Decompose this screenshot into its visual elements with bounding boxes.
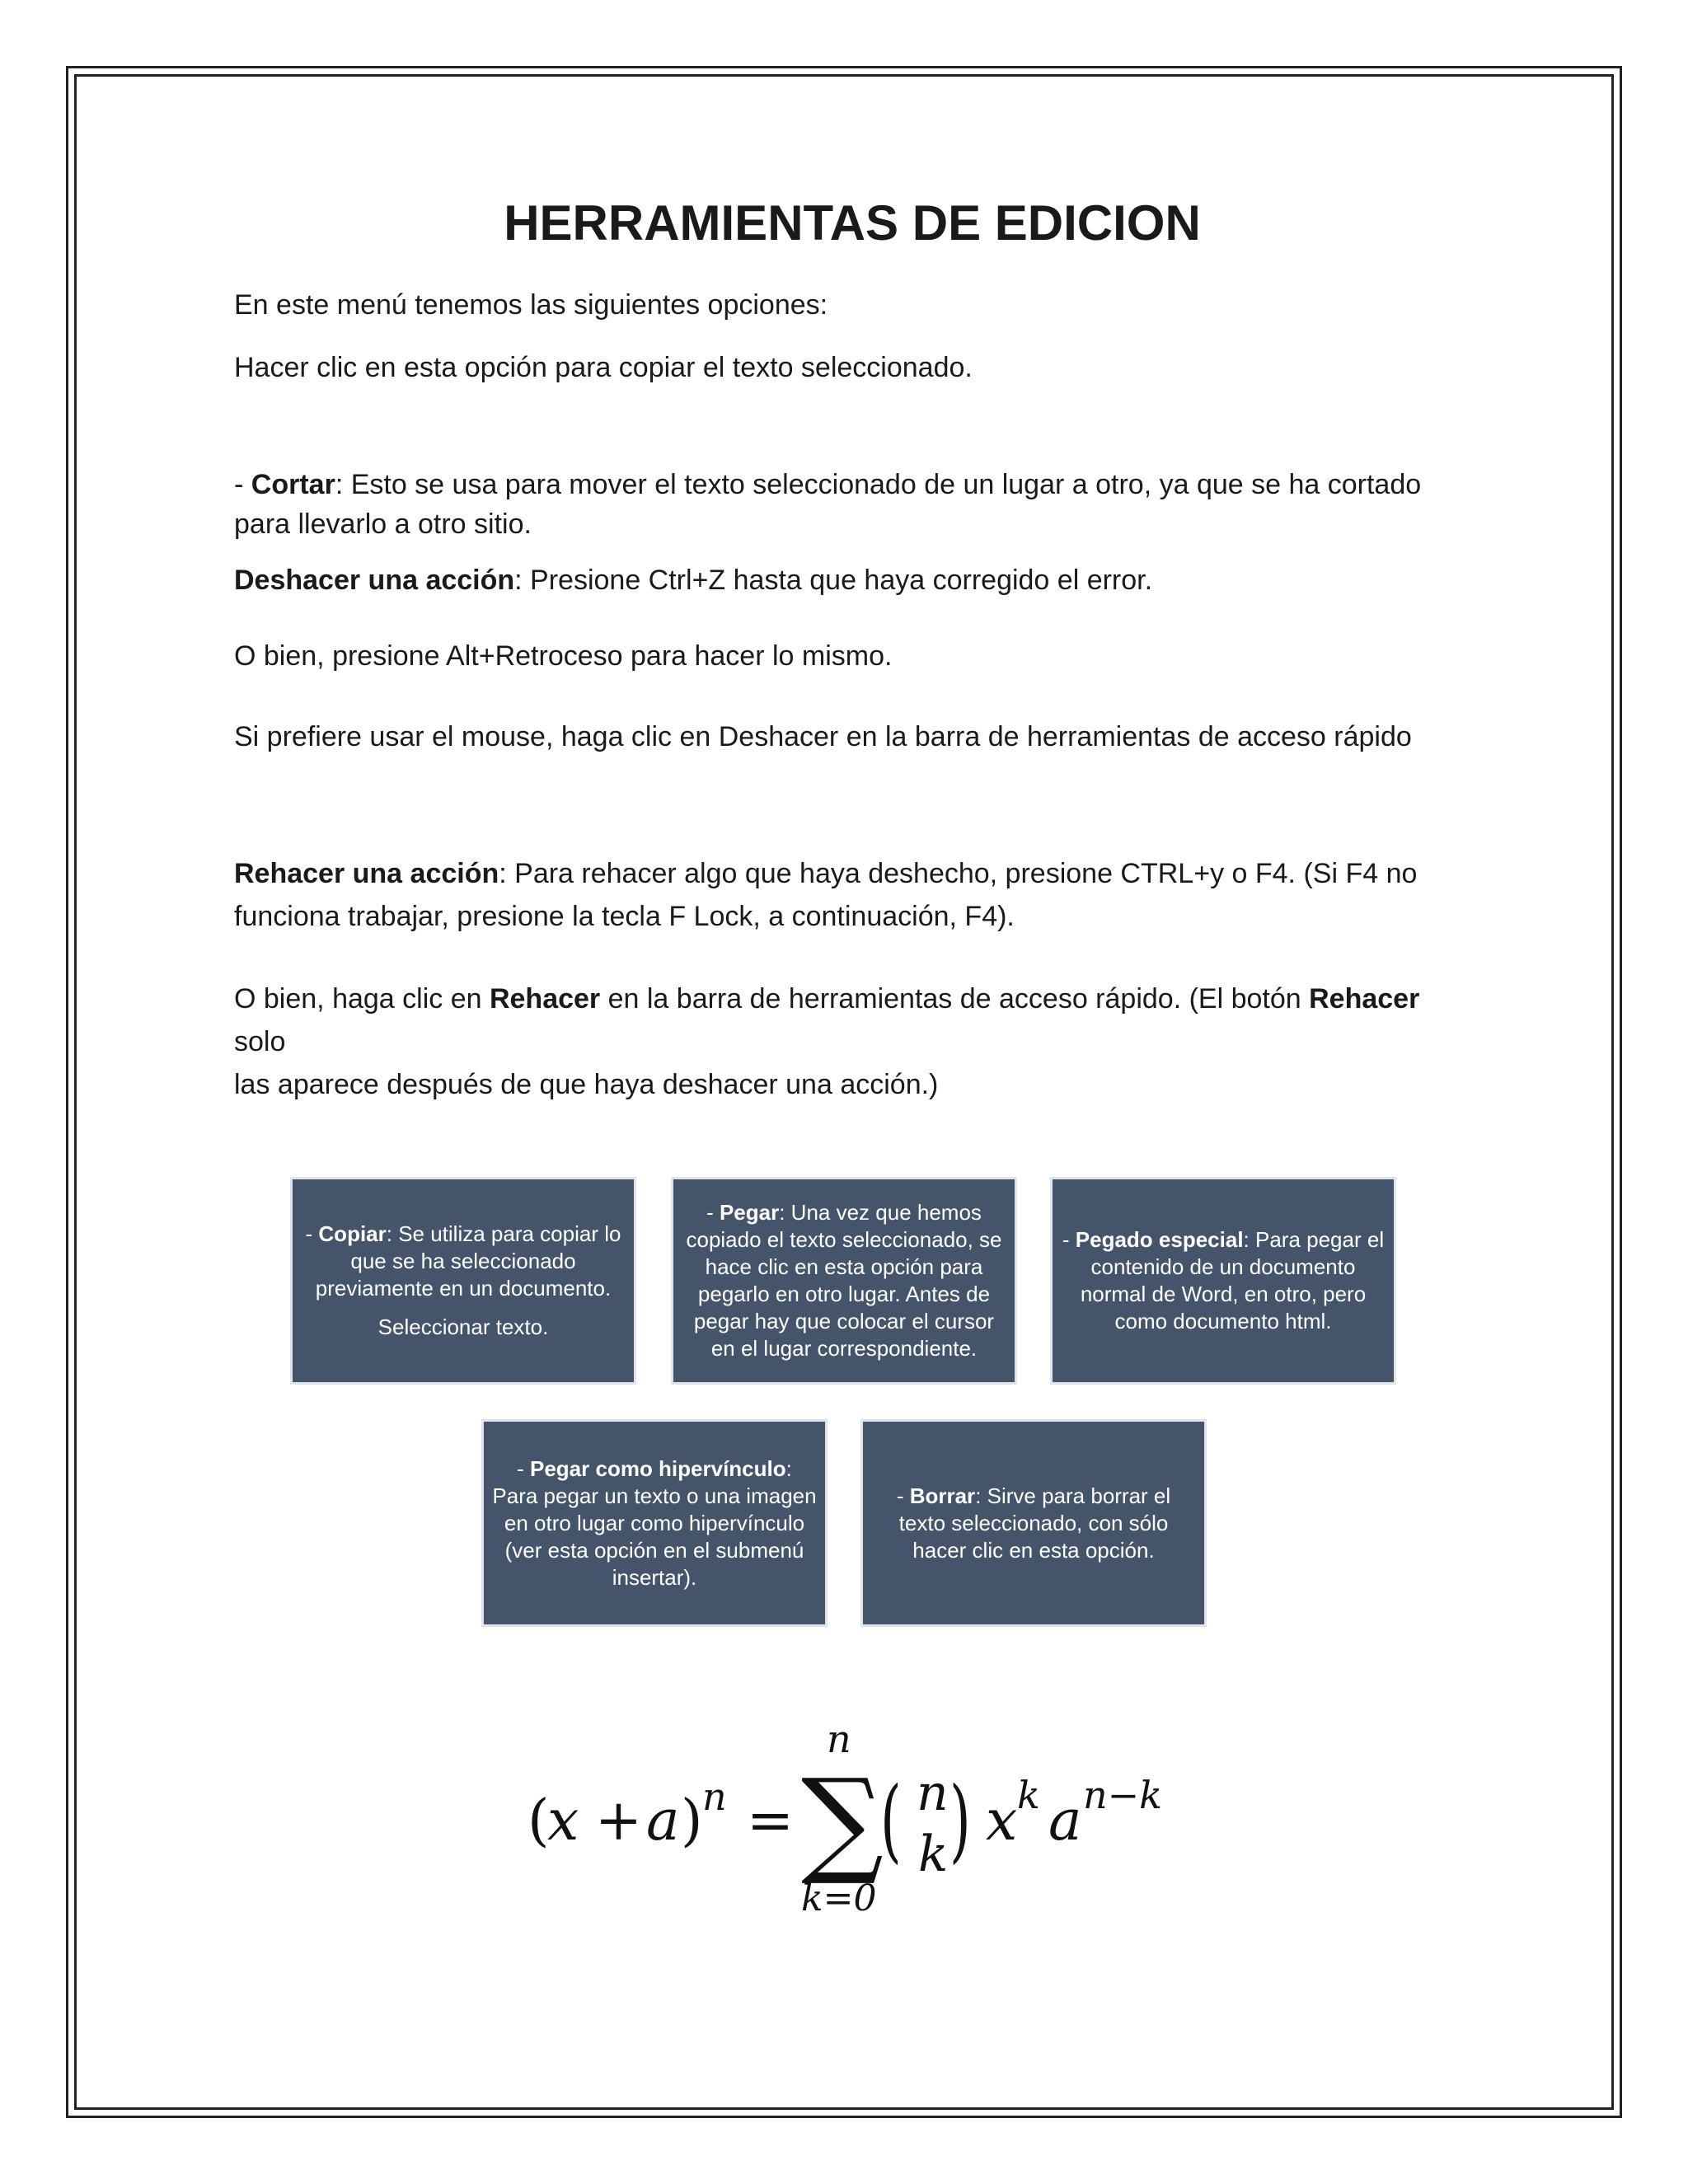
rehacer-button-line2: las aparece después de que haya deshacer una acción.) (234, 1069, 939, 1100)
formula-a-term: a (1048, 1788, 1082, 1854)
copiar-extra: Seleccionar texto. (377, 1315, 549, 1339)
rehacer-text-line1: : Para rehacer algo que haya deshecho, presione CTRL+y o F4. (Si F4 no (499, 858, 1418, 889)
formula-lhs-exponent: n (702, 1774, 727, 1819)
cortar-text-line1: : Esto se usa para mover el texto seleccionado de un lugar a otro, ya que se ha cortado (335, 469, 1422, 500)
deshacer-label: Deshacer una acción (234, 565, 515, 596)
rehacer-button-bold2: Rehacer (1309, 983, 1420, 1015)
deshacer-text: : Presione Ctrl+Z hasta que haya corregido el error. (514, 565, 1153, 596)
copy-paragraph: Hacer clic en esta opción para copiar el texto seleccionado. (234, 352, 973, 383)
rehacer-button-pre: O bien, haga clic en (234, 983, 490, 1015)
formula-sigma: ∑ (801, 1755, 884, 1889)
formula-binom-close: ) (950, 1768, 971, 1873)
formula-plus: + (595, 1788, 642, 1854)
mouse-paragraph: Si prefiere usar el mouse, haga clic en Deshacer en la barra de herramientas de acceso rápido (234, 721, 1412, 752)
hipervinculo-text: : Para pegar un texto o una imagen en otro lugar como hipervínculo (ver esta opción en el submenú insertar). (492, 1455, 817, 1590)
formula-x: x (547, 1788, 579, 1854)
formula-binom-open: ( (880, 1768, 902, 1873)
rehacer-button-mid: en la barra de herramientas de acceso rápido. (El botón (600, 983, 1310, 1015)
rehacer-button-post: solo (234, 1026, 286, 1057)
pegado-especial-label: Pegado especial (1075, 1227, 1244, 1252)
copiar-prefix: - (305, 1221, 319, 1246)
formula-x-term: x (986, 1788, 1018, 1854)
hipervinculo-label: Pegar como hipervínculo (530, 1455, 786, 1481)
binomial-formula (0, 1714, 1688, 1929)
borrar-text: : Sirve para borrar el texto seleccionado, con sólo hacer clic en esta opción. (898, 1483, 1171, 1563)
pegado-especial-prefix: - (1062, 1227, 1076, 1252)
formula-binom-bottom: k (918, 1825, 949, 1883)
pegado-especial-text: : Para pegar el contenido de un documento normal de Word, en otro, pero como documento html. (1080, 1227, 1385, 1333)
formula-binom-top: n (917, 1765, 949, 1822)
borrar-box-text (871, 1483, 1196, 1564)
copiar-box (290, 1177, 636, 1385)
hipervinculo-box-text (492, 1455, 817, 1591)
pegar-text: : Una vez que hemos copiado el texto seleccionado, se hace clic en esta opción para pegarlo en otro lugar. Antes de pegar hay que colocar el cursor en el lugar correspondiente. (686, 1200, 1002, 1361)
pegar-box (671, 1177, 1017, 1385)
formula-a: a (646, 1788, 680, 1854)
cortar-paragraph (234, 465, 1470, 544)
formula-a-exponent: n−k (1083, 1773, 1163, 1817)
cortar-prefix: - (234, 469, 251, 500)
pegar-prefix: - (706, 1200, 720, 1225)
hipervinculo-box (481, 1419, 828, 1627)
rehacer-button-bold1: Rehacer (489, 983, 601, 1015)
formula-lhs-close: ) (681, 1788, 703, 1854)
deshacer-paragraph (234, 560, 1470, 600)
pegado-especial-box (1050, 1177, 1396, 1385)
cortar-text-line2: para llevarlo a otro sitio. (234, 509, 532, 540)
copiar-box-text (301, 1221, 626, 1302)
page-title: HERRAMIENTAS DE EDICION (504, 195, 1201, 251)
cortar-label: Cortar (251, 469, 335, 500)
pegado-especial-box-text (1061, 1226, 1386, 1335)
intro-paragraph: En este menú tenemos las siguientes opciones: (234, 289, 828, 321)
pegar-label: Pegar (719, 1200, 780, 1225)
rehacer-text-line2: funciona trabajar, presione la tecla F Lock, a continuación, F4). (234, 901, 1015, 932)
formula-sum-lower: k=0 (801, 1877, 877, 1919)
hipervinculo-prefix: - (517, 1455, 530, 1481)
rehacer-button-paragraph (234, 977, 1470, 1106)
formula-equals: = (747, 1788, 794, 1854)
copiar-label: Copiar (318, 1221, 387, 1246)
borrar-label: Borrar (909, 1483, 976, 1508)
formula-x-exponent: k (1017, 1773, 1040, 1817)
borrar-box (860, 1419, 1207, 1627)
rehacer-paragraph (234, 852, 1470, 938)
pegar-box-text (682, 1199, 1006, 1362)
copiar-text: : Se utiliza para copiar lo que se ha seleccionado previamente en un documento. (315, 1221, 621, 1301)
alt-paragraph: O bien, presione Alt+Retroceso para hacer lo mismo. (234, 640, 893, 672)
formula-lhs-open: ( (528, 1788, 550, 1854)
formula-sum-upper: n (827, 1717, 851, 1761)
borrar-prefix: - (896, 1483, 910, 1508)
rehacer-label: Rehacer una acción (234, 858, 499, 889)
